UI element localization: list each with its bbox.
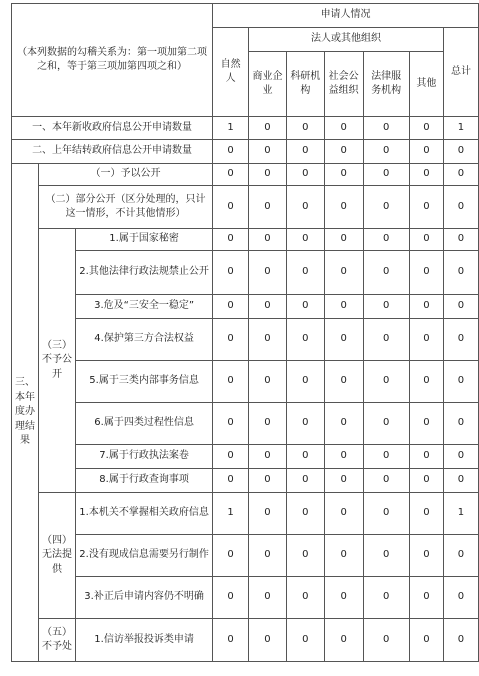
header-natural-person: 自然人 bbox=[213, 28, 249, 117]
value-cell: 0 bbox=[213, 361, 249, 403]
value-cell: 0 bbox=[443, 469, 478, 493]
table-row bbox=[12, 403, 479, 445]
value-cell: 0 bbox=[249, 403, 287, 445]
value-cell: 0 bbox=[363, 577, 409, 619]
value-cell: 0 bbox=[409, 140, 443, 164]
value-cell: 0 bbox=[409, 445, 443, 469]
row-label: （一）予以公开 bbox=[39, 164, 213, 186]
value-cell: 0 bbox=[286, 229, 324, 251]
value-cell: 0 bbox=[409, 164, 443, 186]
value-cell: 0 bbox=[213, 403, 249, 445]
value-cell: 0 bbox=[249, 229, 287, 251]
value-cell: 0 bbox=[443, 140, 478, 164]
value-cell: 0 bbox=[324, 319, 363, 361]
value-cell: 0 bbox=[443, 535, 478, 577]
value-cell: 0 bbox=[249, 164, 287, 186]
value-cell: 0 bbox=[286, 535, 324, 577]
value-cell: 0 bbox=[363, 186, 409, 229]
value-cell: 0 bbox=[213, 577, 249, 619]
value-cell: 0 bbox=[249, 140, 287, 164]
value-cell: 0 bbox=[249, 295, 287, 319]
table-row bbox=[12, 577, 479, 619]
value-cell: 0 bbox=[213, 251, 249, 295]
value-cell: 0 bbox=[443, 361, 478, 403]
value-cell: 0 bbox=[409, 319, 443, 361]
value-cell: 0 bbox=[443, 319, 478, 361]
value-cell: 0 bbox=[363, 229, 409, 251]
table-row bbox=[12, 117, 479, 140]
value-cell: 0 bbox=[409, 535, 443, 577]
table-row bbox=[12, 140, 479, 164]
value-cell: 0 bbox=[324, 295, 363, 319]
row-label: 6.属于四类过程性信息 bbox=[76, 403, 213, 445]
value-cell: 1 bbox=[213, 117, 249, 140]
header-legal-or-other-org: 法人或其他组织 bbox=[249, 28, 444, 52]
value-cell: 0 bbox=[286, 577, 324, 619]
value-cell: 0 bbox=[286, 140, 324, 164]
value-cell: 0 bbox=[213, 164, 249, 186]
value-cell: 0 bbox=[409, 493, 443, 535]
value-cell: 1 bbox=[213, 493, 249, 535]
value-cell: 0 bbox=[409, 403, 443, 445]
row-label: 3.补正后申请内容仍不明确 bbox=[76, 577, 213, 619]
value-cell: 0 bbox=[363, 164, 409, 186]
value-cell: 0 bbox=[286, 186, 324, 229]
header-commercial: 商业企业 bbox=[249, 52, 287, 117]
value-cell: 0 bbox=[324, 577, 363, 619]
value-cell: 0 bbox=[324, 140, 363, 164]
table-row bbox=[12, 164, 479, 186]
value-cell: 0 bbox=[363, 361, 409, 403]
row-label: 一、本年新收政府信息公开申请数量 bbox=[12, 117, 213, 140]
table-row bbox=[12, 295, 479, 319]
value-cell: 0 bbox=[249, 577, 287, 619]
table-row bbox=[12, 445, 479, 469]
value-cell: 0 bbox=[363, 140, 409, 164]
table-row bbox=[12, 535, 479, 577]
value-cell: 0 bbox=[286, 117, 324, 140]
group-4-label: （四）无法提供 bbox=[39, 493, 76, 619]
value-cell: 0 bbox=[249, 117, 287, 140]
header-note: （本列数据的勾稽关系为：第一项加第二项之和，等于第三项加第四项之和） bbox=[12, 4, 213, 117]
value-cell: 0 bbox=[409, 361, 443, 403]
table-row bbox=[12, 251, 479, 295]
value-cell: 0 bbox=[249, 361, 287, 403]
header-total: 总计 bbox=[443, 28, 478, 117]
value-cell: 0 bbox=[213, 319, 249, 361]
row-label: 二、上年结转政府信息公开申请数量 bbox=[12, 140, 213, 164]
value-cell: 0 bbox=[286, 295, 324, 319]
value-cell: 0 bbox=[324, 493, 363, 535]
value-cell: 0 bbox=[443, 251, 478, 295]
value-cell: 0 bbox=[213, 619, 249, 662]
group-3-label: （三）不予公开 bbox=[39, 229, 76, 493]
value-cell: 0 bbox=[409, 229, 443, 251]
row-label: 1.本机关不掌握相关政府信息 bbox=[76, 493, 213, 535]
value-cell: 0 bbox=[363, 619, 409, 662]
table-row bbox=[12, 186, 479, 229]
value-cell: 1 bbox=[443, 493, 478, 535]
table-row bbox=[12, 493, 479, 535]
value-cell: 0 bbox=[443, 229, 478, 251]
value-cell: 0 bbox=[363, 493, 409, 535]
table-row bbox=[12, 469, 479, 493]
value-cell: 0 bbox=[324, 403, 363, 445]
value-cell: 0 bbox=[249, 619, 287, 662]
value-cell: 0 bbox=[213, 229, 249, 251]
value-cell: 0 bbox=[324, 117, 363, 140]
value-cell: 0 bbox=[213, 469, 249, 493]
row-label: 1.信访举报投诉类申请 bbox=[76, 619, 213, 662]
value-cell: 0 bbox=[324, 164, 363, 186]
value-cell: 0 bbox=[409, 295, 443, 319]
value-cell: 0 bbox=[213, 535, 249, 577]
value-cell: 0 bbox=[324, 469, 363, 493]
value-cell: 0 bbox=[443, 577, 478, 619]
value-cell: 0 bbox=[363, 469, 409, 493]
value-cell: 0 bbox=[324, 619, 363, 662]
value-cell: 0 bbox=[286, 469, 324, 493]
table-row bbox=[12, 361, 479, 403]
value-cell: 0 bbox=[443, 295, 478, 319]
table-row bbox=[12, 319, 479, 361]
value-cell: 0 bbox=[324, 535, 363, 577]
value-cell: 0 bbox=[249, 535, 287, 577]
row-label: 8.属于行政查询事项 bbox=[76, 469, 213, 493]
value-cell: 0 bbox=[249, 251, 287, 295]
value-cell: 0 bbox=[409, 186, 443, 229]
value-cell: 0 bbox=[213, 140, 249, 164]
value-cell: 0 bbox=[249, 469, 287, 493]
value-cell: 0 bbox=[443, 403, 478, 445]
value-cell: 0 bbox=[443, 619, 478, 662]
value-cell: 0 bbox=[286, 251, 324, 295]
value-cell: 0 bbox=[443, 186, 478, 229]
value-cell: 0 bbox=[363, 319, 409, 361]
value-cell: 0 bbox=[286, 445, 324, 469]
value-cell: 0 bbox=[213, 295, 249, 319]
value-cell: 0 bbox=[363, 117, 409, 140]
government-info-disclosure-table bbox=[11, 3, 479, 662]
value-cell: 0 bbox=[286, 619, 324, 662]
value-cell: 0 bbox=[409, 469, 443, 493]
value-cell: 0 bbox=[409, 619, 443, 662]
row-label: 1.属于国家秘密 bbox=[76, 229, 213, 251]
value-cell: 0 bbox=[249, 445, 287, 469]
row-label: 2.没有现成信息需要另行制作 bbox=[76, 535, 213, 577]
value-cell: 1 bbox=[443, 117, 478, 140]
value-cell: 0 bbox=[443, 164, 478, 186]
value-cell: 0 bbox=[286, 164, 324, 186]
row-label: 2.其他法律行政法规禁止公开 bbox=[76, 251, 213, 295]
value-cell: 0 bbox=[363, 251, 409, 295]
header-legal-service: 法律服务机构 bbox=[363, 52, 409, 117]
value-cell: 0 bbox=[443, 445, 478, 469]
value-cell: 0 bbox=[249, 493, 287, 535]
header-applicant-situation: 申请人情况 bbox=[213, 4, 479, 28]
value-cell: 0 bbox=[363, 295, 409, 319]
header-research: 科研机构 bbox=[286, 52, 324, 117]
value-cell: 0 bbox=[363, 535, 409, 577]
value-cell: 0 bbox=[324, 251, 363, 295]
row-label: 7.属于行政执法案卷 bbox=[76, 445, 213, 469]
value-cell: 0 bbox=[286, 493, 324, 535]
group-5-label: （五）不予处 bbox=[39, 619, 76, 662]
value-cell: 0 bbox=[286, 361, 324, 403]
row-label: 3.危及“三安全一稳定” bbox=[76, 295, 213, 319]
value-cell: 0 bbox=[286, 319, 324, 361]
value-cell: 0 bbox=[213, 186, 249, 229]
header-social-welfare: 社会公益组织 bbox=[324, 52, 363, 117]
value-cell: 0 bbox=[286, 403, 324, 445]
value-cell: 0 bbox=[324, 445, 363, 469]
table-row bbox=[12, 619, 479, 662]
header-other: 其他 bbox=[409, 52, 443, 117]
row-label: 5.属于三类内部事务信息 bbox=[76, 361, 213, 403]
value-cell: 0 bbox=[249, 319, 287, 361]
value-cell: 0 bbox=[324, 229, 363, 251]
row-label: 4.保护第三方合法权益 bbox=[76, 319, 213, 361]
row-label: （二）部分公开（区分处理的，只计这一情形，不计其他情形） bbox=[39, 186, 213, 229]
value-cell: 0 bbox=[249, 186, 287, 229]
value-cell: 0 bbox=[324, 186, 363, 229]
value-cell: 0 bbox=[409, 117, 443, 140]
value-cell: 0 bbox=[409, 251, 443, 295]
value-cell: 0 bbox=[409, 577, 443, 619]
value-cell: 0 bbox=[324, 361, 363, 403]
section-3-label: 三、本年度办理结果 bbox=[12, 164, 39, 662]
value-cell: 0 bbox=[363, 403, 409, 445]
value-cell: 0 bbox=[363, 445, 409, 469]
value-cell: 0 bbox=[213, 445, 249, 469]
header-row-1 bbox=[12, 4, 479, 28]
table-row bbox=[12, 229, 479, 251]
